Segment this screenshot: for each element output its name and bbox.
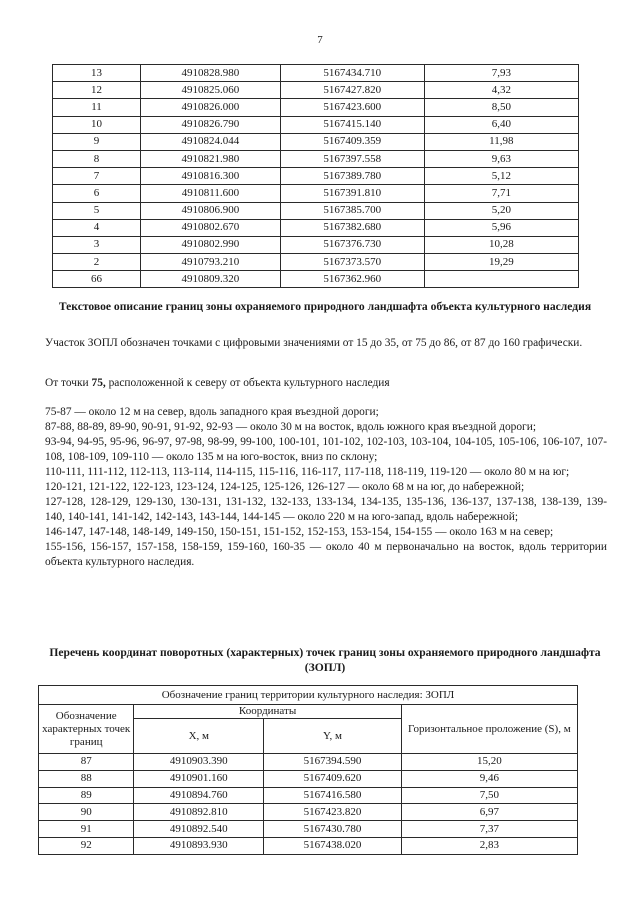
y-coordinate-cell: 5167385.700 — [280, 202, 424, 219]
y-coordinate-cell: 5167438.020 — [264, 837, 402, 854]
distance-cell: 7,50 — [401, 787, 577, 804]
x-coordinate-cell: 4910802.990 — [140, 236, 280, 253]
distance-cell: 5,96 — [424, 219, 578, 236]
distance-cell: 8,50 — [424, 99, 578, 116]
x-coordinate-cell: 4910828.980 — [140, 65, 280, 82]
boundary-segment: 75-87 — около 12 м на север, вдоль западного края въездной дороги; — [45, 406, 379, 418]
y-coordinate-cell: 5167415.140 — [280, 116, 424, 133]
table-row — [53, 236, 579, 253]
table-caption: Обозначение границ территории культурного наследия: ЗОПЛ — [39, 686, 578, 705]
point-number-cell: 12 — [53, 82, 141, 99]
point-number-cell: 10 — [53, 116, 141, 133]
table-row — [53, 150, 579, 167]
point-number-cell: 5 — [53, 202, 141, 219]
y-coordinate-cell: 5167409.359 — [280, 133, 424, 150]
point-number-cell: 91 — [39, 821, 134, 838]
distance-cell: 6,97 — [401, 804, 577, 821]
boundary-segment: 146-147, 147-148, 148-149, 149-150, 150-151, 151-152, 152-153, 153-154, 154-155 — около 163 м на север; — [45, 526, 554, 538]
table-row — [39, 804, 578, 821]
table-row — [53, 271, 579, 288]
x-coordinate-cell: 4910821.980 — [140, 150, 280, 167]
header-x: X, м — [134, 719, 264, 754]
boundary-segment: 93-94, 94-95, 95-96, 96-97, 97-98, 98-99, 99-100, 100-101, 101-102, 102-103, 103-104, 104-105, 105-106, 106-107, 107-108, 108-109, 109-110 — около 135 м на юго-восток, вниз по склону; — [45, 436, 607, 463]
table-row — [53, 219, 579, 236]
point-number-cell: 2 — [53, 254, 141, 271]
boundary-segment: 87-88, 88-89, 89-90, 90-91, 91-92, 92-93 — около 30 м на восток, вдоль южного края въездной дороги; — [45, 421, 536, 433]
section-heading-text-description: Текстовое описание границ зоны охраняемого природного ландшафта объекта культурного наследия — [58, 300, 592, 313]
table-row — [53, 116, 579, 133]
table-row — [39, 821, 578, 838]
x-coordinate-cell: 4910809.320 — [140, 271, 280, 288]
distance-cell: 9,63 — [424, 150, 578, 167]
y-coordinate-cell: 5167434.710 — [280, 65, 424, 82]
page-number: 7 — [317, 34, 323, 46]
table-row — [39, 837, 578, 854]
y-coordinate-cell: 5167394.590 — [264, 754, 402, 771]
starting-point-suffix: расположенной к северу от объекта культурного наследия — [105, 377, 390, 389]
x-coordinate-cell: 4910894.760 — [134, 787, 264, 804]
x-coordinate-cell: 4910816.300 — [140, 168, 280, 185]
y-coordinate-cell: 5167397.558 — [280, 150, 424, 167]
x-coordinate-cell: 4910901.160 — [134, 770, 264, 787]
distance-cell: 7,37 — [401, 821, 577, 838]
boundary-segment: 110-111, 111-112, 112-113, 113-114, 114-115, 115-116, 116-117, 117-118, 118-119, 119-120 — около 80 м на юг; — [45, 466, 570, 478]
point-number-cell: 92 — [39, 837, 134, 854]
y-coordinate-cell: 5167389.780 — [280, 168, 424, 185]
starting-point-prefix: От точки — [45, 377, 92, 389]
y-coordinate-cell: 5167409.620 — [264, 770, 402, 787]
boundary-segment: 120-121, 121-122, 122-123, 123-124, 124-125, 125-126, 126-127 — около 68 м на юг, до набережной; — [45, 481, 525, 493]
distance-cell: 5,12 — [424, 168, 578, 185]
y-coordinate-cell: 5167373.570 — [280, 254, 424, 271]
point-number-cell: 66 — [53, 271, 141, 288]
x-coordinate-cell: 4910826.000 — [140, 99, 280, 116]
y-coordinate-cell: 5167430.780 — [264, 821, 402, 838]
x-coordinate-cell: 4910811.600 — [140, 185, 280, 202]
starting-point-number: 75, — [91, 377, 106, 389]
x-coordinate-cell: 4910903.390 — [134, 754, 264, 771]
point-number-cell: 11 — [53, 99, 141, 116]
table-row — [53, 65, 579, 82]
y-coordinate-cell: 5167362.960 — [280, 271, 424, 288]
distance-cell: 19,29 — [424, 254, 578, 271]
point-number-cell: 8 — [53, 150, 141, 167]
x-coordinate-cell: 4910893.930 — [134, 837, 264, 854]
table-row — [53, 254, 579, 271]
point-number-cell: 9 — [53, 133, 141, 150]
distance-cell: 7,71 — [424, 185, 578, 202]
point-number-cell: 4 — [53, 219, 141, 236]
point-number-cell: 90 — [39, 804, 134, 821]
table-row — [53, 82, 579, 99]
zopl-coordinates-table — [38, 685, 578, 855]
table-row — [39, 787, 578, 804]
distance-cell: 7,93 — [424, 65, 578, 82]
header-y: Y, м — [264, 719, 402, 754]
distance-cell: 15,20 — [401, 754, 577, 771]
distance-cell: 9,46 — [401, 770, 577, 787]
point-number-cell: 88 — [39, 770, 134, 787]
point-number-cell: 7 — [53, 168, 141, 185]
boundary-segment: 155-156, 156-157, 157-158, 158-159, 159-160, 160-35 — около 40 м первоначально на восток, вдоль территории объекта культурного наследия. — [45, 541, 607, 568]
y-coordinate-cell: 5167423.820 — [264, 804, 402, 821]
table-row — [53, 202, 579, 219]
coordinates-table-continued — [52, 64, 579, 288]
table-row — [39, 754, 578, 771]
x-coordinate-cell: 4910892.810 — [134, 804, 264, 821]
y-coordinate-cell: 5167391.810 — [280, 185, 424, 202]
distance-cell: 11,98 — [424, 133, 578, 150]
x-coordinate-cell: 4910892.540 — [134, 821, 264, 838]
zopl-coordinates-table-body — [39, 754, 578, 855]
starting-point-paragraph — [45, 376, 607, 391]
y-coordinate-cell: 5167416.580 — [264, 787, 402, 804]
header-coordinates: Координаты — [134, 705, 401, 719]
distance-cell: 2,83 — [401, 837, 577, 854]
point-number-cell: 87 — [39, 754, 134, 771]
table-row — [39, 770, 578, 787]
y-coordinate-cell: 5167423.600 — [280, 99, 424, 116]
distance-cell — [424, 271, 578, 288]
distance-cell: 10,28 — [424, 236, 578, 253]
x-coordinate-cell: 4910806.900 — [140, 202, 280, 219]
x-coordinate-cell: 4910825.060 — [140, 82, 280, 99]
table-row — [53, 133, 579, 150]
y-coordinate-cell: 5167427.820 — [280, 82, 424, 99]
section-heading-coordinates-list: Перечень координат поворотных (характерных) точек границ зоны охраняемого природного ландшафта (ЗОПЛ) — [49, 646, 601, 674]
table-row — [53, 185, 579, 202]
distance-cell: 4,32 — [424, 82, 578, 99]
point-number-cell: 3 — [53, 236, 141, 253]
point-number-cell: 6 — [53, 185, 141, 202]
coordinates-table-body — [53, 65, 579, 288]
x-coordinate-cell: 4910826.790 — [140, 116, 280, 133]
x-coordinate-cell: 4910824.044 — [140, 133, 280, 150]
table-row — [53, 168, 579, 185]
boundary-segments-list — [45, 405, 607, 570]
boundary-segment: 127-128, 128-129, 129-130, 130-131, 131-132, 132-133, 133-134, 134-135, 135-136, 136-137, 137-138, 138-139, 139-140, 140-141, 141-142, 142-143, 143-144, 144-145 — около 220 м на юго-запад, вдоль набережной; — [45, 496, 607, 523]
header-horizontal-distance: Горизонтальное проложение (S), м — [401, 705, 577, 754]
point-number-cell: 89 — [39, 787, 134, 804]
x-coordinate-cell: 4910802.670 — [140, 219, 280, 236]
y-coordinate-cell: 5167376.730 — [280, 236, 424, 253]
distance-cell: 6,40 — [424, 116, 578, 133]
point-number-cell: 13 — [53, 65, 141, 82]
y-coordinate-cell: 5167382.680 — [280, 219, 424, 236]
intro-paragraph: Участок ЗОПЛ обозначен точками с цифровыми значениями от 15 до 35, от 75 до 86, от 87 до 160 графически. — [45, 337, 583, 349]
table-row — [53, 99, 579, 116]
x-coordinate-cell: 4910793.210 — [140, 254, 280, 271]
header-point-designation: Обозначение характерных точек границ — [39, 705, 134, 754]
distance-cell: 5,20 — [424, 202, 578, 219]
